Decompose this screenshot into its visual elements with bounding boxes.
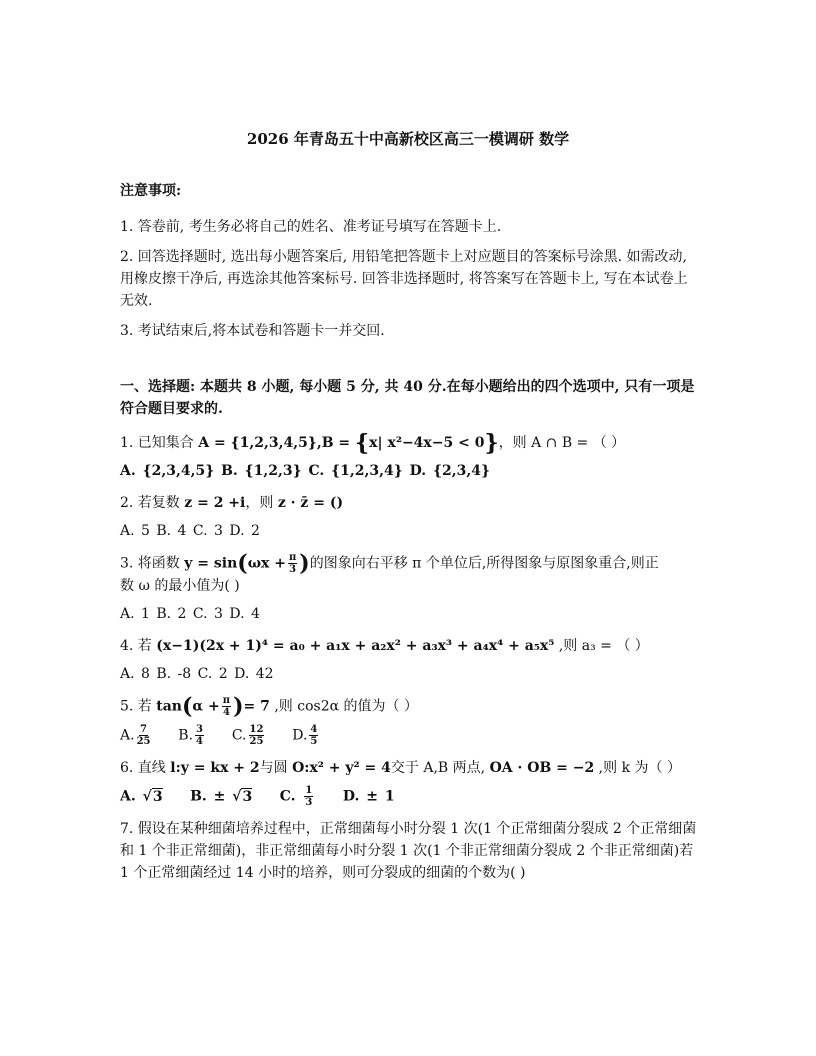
brace-close: } xyxy=(484,430,499,456)
option-b-fraction xyxy=(195,724,204,747)
sin-inner: ωx + xyxy=(247,555,286,572)
question-1-options: A. {2,3,4,5} B. {1,2,3} C. {1,2,3,4} D. {2,3,4} xyxy=(120,463,490,479)
question-1 xyxy=(120,432,700,454)
vector-dot-product: OA · OB = −2 xyxy=(489,760,595,776)
section-heading: 一、选择题: 本题共 8 小题, 每小题 5 分, 共 40 分.在每小题给出的四个选项中, 只有一项是符合题目要求的. xyxy=(120,379,695,417)
fraction-num: 1 xyxy=(305,785,313,796)
question-1-prefix: 1. 已知集合 xyxy=(120,435,199,451)
option-a-label: A. xyxy=(120,788,143,805)
option-d-fraction xyxy=(309,724,318,747)
question-6-suffix: ,则 k 为（ ） xyxy=(594,760,681,776)
fraction-den: 3 xyxy=(305,797,313,808)
question-4-prefix: 4. 若 xyxy=(120,638,157,654)
question-2-prefix: 2. 若复数 xyxy=(120,495,185,511)
question-3 xyxy=(120,552,700,597)
notice-item-3: 3. 考试结束后,将本试卷和答题卡一并交回. xyxy=(120,323,385,339)
fraction-pi-3 xyxy=(288,552,297,575)
fraction-num: 7 xyxy=(140,724,147,735)
option-d-label: D. ± 1 xyxy=(342,788,395,805)
question-2 xyxy=(120,492,700,514)
option-c-label: C. xyxy=(231,727,247,744)
option-d-label: D. xyxy=(292,727,308,744)
question-2-options: A. 5 B. 4 C. 3 D. 2 xyxy=(120,523,260,539)
question-3-options: A. 1 B. 2 C. 3 D. 4 xyxy=(120,606,260,622)
question-4-suffix: ,则 a₃ = （ ） xyxy=(554,638,649,654)
fraction-den: 4 xyxy=(196,736,204,747)
circle-equation: O:x² + y² = 4 xyxy=(292,760,391,776)
option-b-label: B. xyxy=(178,727,194,744)
question-5-prefix: 5. 若 xyxy=(120,698,157,715)
exam-content xyxy=(120,180,700,890)
option-b-label: B. ± xyxy=(190,788,233,805)
question-2-mid: ，则 xyxy=(245,495,278,511)
question-3-line2: 数 ω 的最小值为( ) xyxy=(120,578,240,594)
fraction-num: π xyxy=(288,552,297,563)
option-c-fraction xyxy=(249,724,265,747)
option-c-label: C. xyxy=(279,788,303,805)
fraction-den: 4 xyxy=(222,707,230,718)
set-b-inner: x| x²−4x−5 < 0 xyxy=(369,435,485,451)
fraction-den: 5 xyxy=(310,736,318,747)
fraction-den: 25 xyxy=(249,736,264,747)
paren-open: ( xyxy=(237,550,248,577)
fraction-pi-4 xyxy=(222,695,231,718)
question-3-prefix: 3. 将函数 xyxy=(120,555,185,572)
notice-item-2: 2. 回答选择题时, 选出每小题答案后, 用铅笔把答题卡上对应题目的答案标号涂黑. 如需改动, 用橡皮擦干净后, 再选涂其他答案标号. 回答非选择题时, 将答案写在答题卡上, 写在本试卷上无效. xyxy=(120,249,688,309)
complex-z: z = 2 +i xyxy=(184,495,246,511)
option-a-label: A. xyxy=(120,727,135,744)
question-5-suffix: ,则 cos2α 的值为（ ） xyxy=(269,698,418,715)
question-6 xyxy=(120,757,700,779)
question-1-suffix: ，则 A ∩ B = （ ） xyxy=(498,435,626,451)
question-6-mid1: 与圆 xyxy=(259,760,293,776)
option-c-fraction xyxy=(304,785,313,808)
fraction-num: 3 xyxy=(196,724,204,735)
set-a: A = {1,2,3,4,5},B = xyxy=(198,435,355,451)
question-5-options xyxy=(120,724,700,747)
func-tan: tan xyxy=(156,698,182,715)
fraction-num: 12 xyxy=(249,724,264,735)
fraction-num: 4 xyxy=(310,724,318,735)
conjugate-product: z · z̄ = () xyxy=(277,495,344,511)
question-7: 7. 假设在某种细菌培养过程中，正常细菌每小时分裂 1 次(1 个正常细菌分裂成 2 个正常细菌和 1 个非正常细菌)，非正常细菌每小时分裂 1 次(1 个非正常细菌分裂成 2 个非正常细菌)若 1 个正常细菌经过 14 小时的培养，则可分裂成的细菌的个数为( ) xyxy=(120,821,697,881)
func-sin: y = sin xyxy=(184,555,238,572)
sqrt-value: 3 xyxy=(242,788,253,805)
fraction-den: 25 xyxy=(136,736,151,747)
paren-close: ) xyxy=(299,550,310,577)
question-6-options: A. √3 B. ± √3 C. $\frac{1}{3}$ D. ± 1 xyxy=(120,785,395,808)
option-a-fraction xyxy=(137,724,151,747)
fraction-num: π xyxy=(222,695,231,706)
notice-heading: 注意事项: xyxy=(120,183,182,199)
question-4-options: A. 8 B. -8 C. 2 D. 42 xyxy=(120,666,274,682)
brace-open: { xyxy=(355,430,370,456)
tan-equals: = 7 xyxy=(243,698,270,715)
paren-open: ( xyxy=(181,693,193,720)
question-3-text: 的图象向右平移 π 个单位后,所得图象与原图象重合,则正 xyxy=(309,555,659,572)
binomial-expression: (x−1)(2x + 1)⁴ = a₀ + a₁x + a₂x² + a₃x³ + a₄x⁴ + a₅x⁵ xyxy=(156,638,555,654)
line-equation: l:y = kx + 2 xyxy=(170,760,260,776)
paren-close: ) xyxy=(233,693,244,720)
tan-inner: α + xyxy=(192,698,220,715)
question-6-mid2: 交于 A,B 两点, xyxy=(390,760,490,776)
page-title: 2026 年青岛五十中高新校区高三一模调研 数学 xyxy=(246,130,570,148)
fraction-den: 3 xyxy=(289,564,297,575)
sqrt-value: 3 xyxy=(152,788,163,805)
notice-item-1: 1. 答卷前, 考生务必将自己的姓名、准考证号填写在答题卡上. xyxy=(120,219,502,235)
question-5 xyxy=(120,695,700,718)
question-6-prefix: 6. 直线 xyxy=(120,760,171,776)
question-4 xyxy=(120,635,700,657)
